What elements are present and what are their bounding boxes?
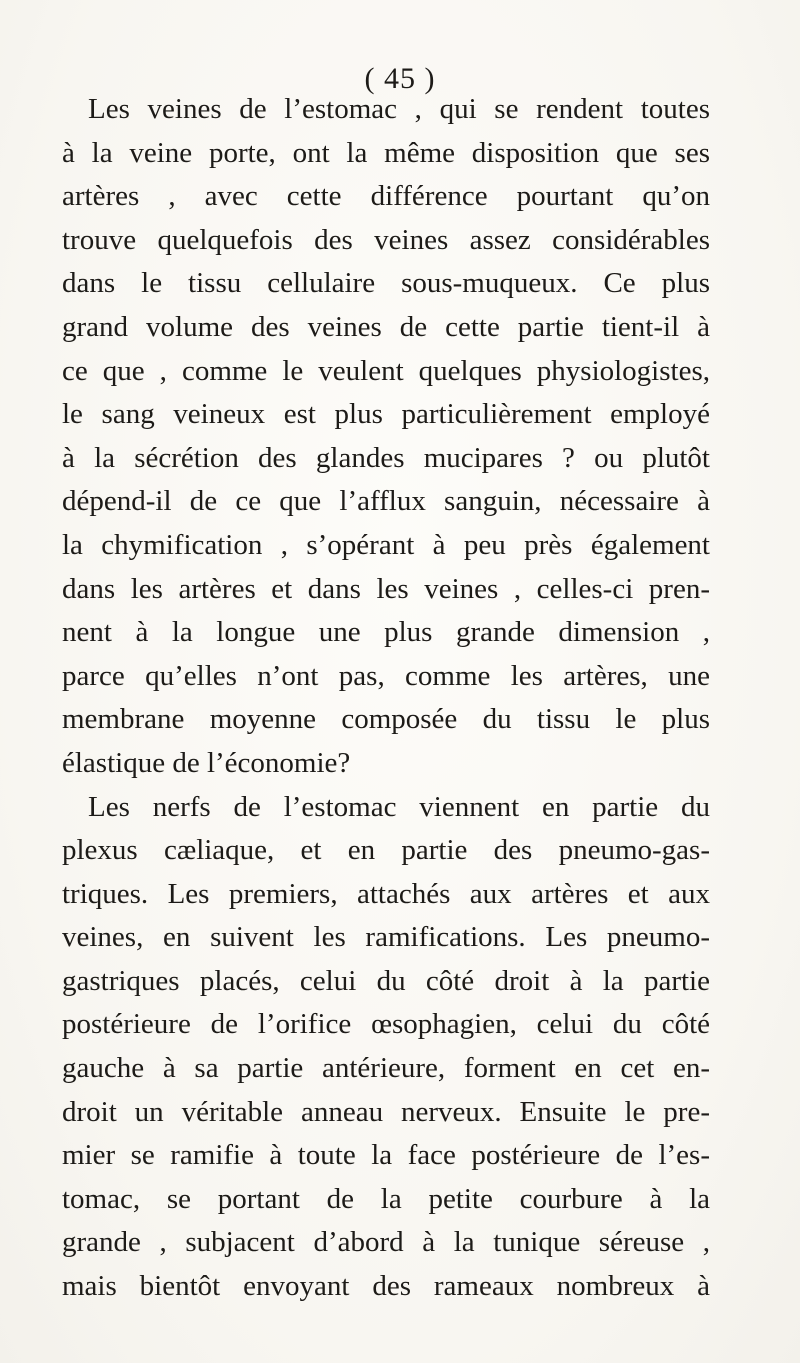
text-line: à la sécrétion des glandes mucipares ? ou plutôt [62,441,710,474]
text-line: à la veine porte, ont la même disposition que ses [62,136,710,169]
text-line: dépend-il de ce que l’afflux sanguin, nécessaire à [62,485,710,518]
text-line: mier se ramifie à toute la face postérieure de l’es- [62,1139,710,1172]
text-line: nent à la longue une plus grande dimension , [62,616,710,649]
text-line: Les nerfs de l’estomac viennent en partie du [88,790,710,823]
text-line: dans les artères et dans les veines , celles-ci pren- [62,572,710,605]
text-line: parce qu’elles n’ont pas, comme les artères, une [62,659,710,692]
page-number: ( 45 ) [364,62,436,95]
text-line: la chymification , s’opérant à peu près également [62,528,710,561]
text-line: élastique de l’économie? [62,746,351,779]
text-line: membrane moyenne composée du tissu le plus [62,703,710,736]
text-line: dans le tissu cellulaire sous-muqueux. Ce plus [62,267,710,300]
text-line: triques. Les premiers, attachés aux artères et aux [62,877,710,910]
text-line: grande , subjacent d’abord à la tunique séreuse , [62,1226,710,1259]
text-line: tomac, se portant de la petite courbure à la [62,1182,710,1215]
text-line: ce que , comme le veulent quelques physiologistes, [62,354,710,387]
text-line: Les veines de l’estomac , qui se rendent toutes [88,93,710,125]
text-line: le sang veineux est plus particulièrement employé [62,398,710,431]
body-text [62,88,710,1309]
text-line: grand volume des veines de cette partie tient-il à [62,310,710,343]
text-line: gauche à sa partie antérieure, forment en cet en- [62,1052,710,1085]
text-line: trouve quelquefois des veines assez considérables [62,223,710,256]
text-line: veines, en suivent les ramifications. Les pneumo- [62,921,710,954]
text-line: droit un véritable anneau nerveux. Ensuite le pre- [62,1095,710,1128]
text-line: plexus cæliaque, et en partie des pneumo-gas- [62,834,710,867]
text-line: mais bientôt envoyant des rameaux nombreux à [62,1270,710,1303]
text-line: postérieure de l’orifice œsophagien, celui du côté [62,1008,710,1041]
text-line: gastriques placés, celui du côté droit à la partie [62,964,710,997]
text-line: artères , avec cette différence pourtant qu’on [62,180,710,213]
